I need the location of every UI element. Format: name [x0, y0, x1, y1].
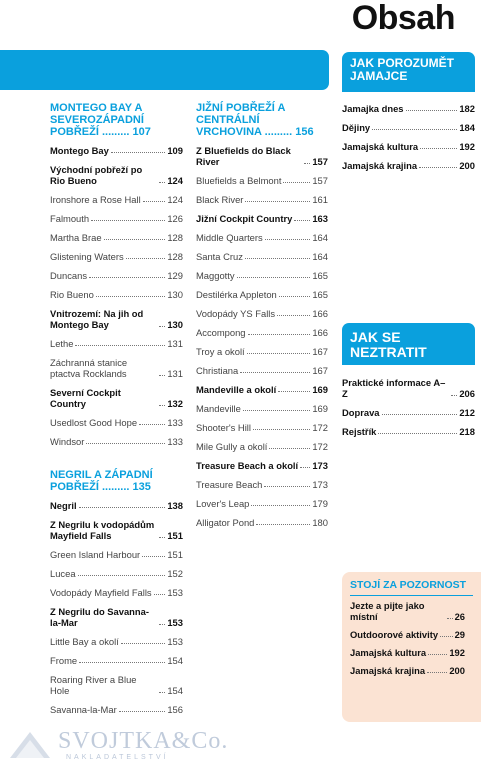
toc-leader-dots: [159, 692, 165, 693]
toc-entry-page: 167: [312, 346, 328, 357]
toc-entry: [50, 519, 183, 541]
toc-entry-page: 165: [312, 289, 328, 300]
toc-entry-page: 151: [167, 530, 183, 541]
toc-entry-page: 154: [167, 655, 183, 666]
page-title: Obsah: [351, 0, 455, 37]
toc-leader-dots: [104, 239, 166, 240]
toc-entry: [196, 384, 328, 395]
toc-leader-dots: [283, 182, 310, 183]
toc-entry-page: 133: [167, 436, 183, 447]
toc-section-page: ......... 156: [264, 126, 314, 138]
toc-entry-page: 157: [312, 175, 328, 186]
toc-entry-page: 138: [167, 500, 183, 511]
toc-leader-dots: [154, 594, 166, 595]
toc-entry-label: Rejstřík: [342, 426, 377, 437]
toc-entry-label: Treasure Beach: [196, 479, 263, 490]
toc-entry: [196, 479, 328, 490]
toc-entry: [50, 500, 183, 511]
toc-entry: [50, 568, 183, 579]
toc-entry-label: Outdoorové aktivity: [350, 629, 439, 640]
toc-entry: [50, 704, 183, 715]
toc-entry-page: 153: [167, 617, 183, 628]
toc-entry-label: Dějiny: [342, 122, 371, 133]
toc-entry-page: 126: [167, 213, 183, 224]
publisher-watermark: [8, 726, 229, 764]
publisher-logo-icon: [8, 728, 52, 762]
toc-entry-label: Shooter's Hill: [196, 422, 251, 433]
toc-leader-dots: [248, 334, 311, 335]
toc-entry-label: Jamajská kultura: [350, 647, 427, 658]
toc-entry-label: Jezte a pijte jako místní: [350, 600, 425, 622]
toc-entry-label: Martha Brae: [50, 232, 102, 243]
toc-leader-dots: [428, 654, 447, 655]
toc-leader-dots: [139, 424, 165, 425]
toc-entry: [350, 629, 465, 640]
toc-entry: [50, 164, 183, 186]
toc-entry: [50, 587, 183, 598]
toc-entry-page: 164: [312, 251, 328, 262]
toc-leader-dots: [243, 410, 311, 411]
toc-entry-label: Destilérka Appleton: [196, 289, 277, 300]
toc-leader-dots: [372, 129, 457, 130]
toc-entry: [196, 460, 328, 471]
toc-entry-page: 182: [459, 103, 475, 114]
toc-entry-label: Lover's Leap: [196, 498, 250, 509]
toc-entry-page: 166: [312, 308, 328, 319]
toc-entry: [50, 636, 183, 647]
toc-section-title: JIŽNÍ POBŘEŽÍ A CENTRÁLNÍ VRCHOVINA: [196, 102, 286, 138]
toc-entry-label: Východní pobřeží po Rio Bueno: [50, 164, 143, 186]
toc-entry-label: Jamajská kultura: [342, 141, 419, 152]
toc-entry-label: Alligator Pond: [196, 517, 255, 528]
toc-entry-page: 133: [167, 417, 183, 428]
toc-column-3b: [342, 377, 475, 445]
toc-leader-dots: [427, 672, 447, 673]
toc-entry-page: 156: [167, 704, 183, 715]
toc-entry-label: Windsor: [50, 436, 85, 447]
toc-entry-page: 131: [167, 368, 183, 379]
toc-leader-dots: [294, 220, 310, 221]
toc-column-1: [50, 102, 183, 723]
toc-leader-dots: [96, 296, 166, 297]
toc-entry-label: Vodopády YS Falls: [196, 308, 276, 319]
toc-entry-label: Mandeville a okolí: [196, 384, 277, 395]
toc-entry: [342, 160, 475, 171]
toc-entry-label: Mandeville: [196, 403, 241, 414]
toc-entry-page: 131: [167, 338, 183, 349]
toc-leader-dots: [159, 537, 165, 538]
toc-entry-page: 128: [167, 251, 183, 262]
section-gap: [50, 455, 183, 469]
toc-entry-label: Glistening Waters: [50, 251, 124, 262]
toc-entry: [196, 498, 328, 509]
highlights-divider: [350, 595, 473, 596]
toc-leader-dots: [382, 414, 458, 415]
toc-entry-page: 173: [312, 460, 328, 471]
toc-entry-page: 154: [167, 685, 183, 696]
toc-entry-page: 169: [312, 403, 328, 414]
toc-leader-dots: [79, 662, 165, 663]
toc-entry-page: 172: [312, 441, 328, 452]
toc-leader-dots: [119, 711, 166, 712]
toc-entry-label: Usedlost Good Hope: [50, 417, 138, 428]
toc-entry-label: Mile Gully a okolí: [196, 441, 268, 452]
toc-entry-page: 26: [454, 611, 465, 622]
toc-entry-label: Rio Bueno: [50, 289, 94, 300]
toc-entry: [50, 417, 183, 428]
toc-column-2: [196, 102, 328, 536]
toc-section-page: ......... 107: [101, 126, 151, 138]
toc-entry-label: Ironshore a Rose Hall: [50, 194, 141, 205]
toc-entry-label: Jamajka dnes: [342, 103, 404, 114]
toc-leader-dots: [237, 277, 311, 278]
toc-entry-label: Doprava: [342, 407, 380, 418]
toc-leader-dots: [447, 618, 453, 619]
toc-entry-page: 192: [449, 647, 465, 658]
toc-entry: [196, 194, 328, 205]
toc-entry: [50, 232, 183, 243]
toc-entry: [50, 194, 183, 205]
toc-leader-dots: [264, 486, 310, 487]
toc-entry-page: 192: [459, 141, 475, 152]
toc-entry: [50, 289, 183, 300]
toc-entry: [196, 403, 328, 414]
toc-section-title: MONTEGO BAY A SEVEROZÁPADNÍ POBŘEŽÍ: [50, 102, 144, 138]
header-banner: [0, 50, 329, 90]
toc-leader-dots: [406, 110, 458, 111]
toc-entry: [50, 251, 183, 262]
toc-entry-page: 153: [167, 636, 183, 647]
toc-leader-dots: [265, 239, 311, 240]
toc-entry: [196, 251, 328, 262]
toc-entry-page: 179: [312, 498, 328, 509]
toc-section-heading: [50, 469, 183, 493]
toc-leader-dots: [91, 220, 165, 221]
toc-entry: [196, 517, 328, 528]
toc-leader-dots: [269, 448, 310, 449]
toc-entry-label: Accompong: [196, 327, 246, 338]
toc-entry: [50, 606, 183, 628]
toc-leader-dots: [378, 433, 457, 434]
section-box-jak-se-neztratit: JAK SE NEZTRATIT: [342, 323, 475, 365]
toc-leader-dots: [143, 201, 166, 202]
toc-leader-dots: [78, 575, 166, 576]
toc-leader-dots: [159, 405, 165, 406]
toc-leader-dots: [126, 258, 166, 259]
toc-entry-page: 109: [167, 145, 183, 156]
toc-entry: [196, 422, 328, 433]
toc-entry-label: Little Bay a okolí: [50, 636, 119, 647]
toc-entry-page: 200: [449, 665, 465, 676]
toc-entry-label: Middle Quarters: [196, 232, 263, 243]
toc-entry-page: 164: [312, 232, 328, 243]
toc-entry: [50, 357, 183, 379]
toc-entry-page: 151: [167, 549, 183, 560]
toc-entry-label: Jamajská krajina: [342, 160, 418, 171]
toc-entry: [196, 308, 328, 319]
toc-entry-page: 132: [167, 398, 183, 409]
toc-entry-label: Treasure Beach a okolí: [196, 460, 299, 471]
toc-entry: [50, 338, 183, 349]
toc-section-heading: [196, 102, 328, 138]
toc-entry-label: Z Negrilu k vodopádům Mayfield Falls: [50, 519, 155, 541]
toc-entry-label: Black River: [196, 194, 244, 205]
toc-entry-page: 169: [312, 384, 328, 395]
toc-leader-dots: [245, 201, 310, 202]
toc-entry: [196, 145, 328, 167]
publisher-name: SVOJTKA&Co.: [58, 728, 229, 754]
toc-entry-page: 167: [312, 365, 328, 376]
toc-entry-label: Vnitrozemí: Na jih od Montego Bay: [50, 308, 144, 330]
toc-entry-page: 130: [167, 289, 183, 300]
toc-entry-page: 173: [312, 479, 328, 490]
toc-entry-label: Christiana: [196, 365, 239, 376]
toc-leader-dots: [300, 467, 310, 468]
toc-entry-page: 124: [167, 175, 183, 186]
toc-leader-dots: [304, 163, 310, 164]
toc-leader-dots: [121, 643, 166, 644]
toc-entry: [50, 436, 183, 447]
toc-entry-page: 184: [459, 122, 475, 133]
toc-entry-label: Maggotty: [196, 270, 235, 281]
toc-entry: [50, 655, 183, 666]
toc-leader-dots: [111, 152, 165, 153]
toc-entry-page: 166: [312, 327, 328, 338]
toc-entry-page: 29: [454, 629, 465, 640]
toc-entry-label: Bluefields a Belmont: [196, 175, 282, 186]
toc-entry-label: Green Island Harbour: [50, 549, 141, 560]
publisher-subtitle: NAKLADATELSTVÍ: [66, 754, 169, 761]
toc-entry-label: Lethe: [50, 338, 74, 349]
toc-entry: [196, 175, 328, 186]
toc-entry: [342, 407, 475, 418]
toc-entry-page: 157: [312, 156, 328, 167]
toc-entry-label: Severní Cockpit Country: [50, 387, 121, 409]
toc-column-3a: [342, 103, 475, 179]
highlights-box: [342, 572, 481, 722]
toc-entry: [50, 213, 183, 224]
toc-leader-dots: [159, 182, 165, 183]
toc-entry-page: 200: [459, 160, 475, 171]
toc-section-heading: [50, 102, 183, 138]
toc-leader-dots: [251, 505, 310, 506]
toc-entry: [50, 674, 183, 696]
toc-entry-label: Frome: [50, 655, 78, 666]
toc-entry-label: Jižní Cockpit Country: [196, 213, 293, 224]
toc-entry-page: 163: [312, 213, 328, 224]
toc-entry-label: Z Negrilu do Savanna-la-Mar: [50, 606, 149, 628]
toc-entry-page: 212: [459, 407, 475, 418]
toc-leader-dots: [440, 636, 453, 637]
toc-entry: [196, 346, 328, 357]
toc-leader-dots: [159, 326, 165, 327]
toc-entry: [50, 308, 183, 330]
toc-entry-page: 130: [167, 319, 183, 330]
toc-entry-page: 153: [167, 587, 183, 598]
toc-entry: [196, 289, 328, 300]
toc-leader-dots: [253, 429, 310, 430]
toc-entry: [196, 270, 328, 281]
toc-leader-dots: [142, 556, 165, 557]
toc-entry-page: 124: [167, 194, 183, 205]
toc-entry-label: Montego Bay: [50, 145, 109, 156]
toc-leader-dots: [247, 353, 311, 354]
toc-leader-dots: [256, 524, 310, 525]
toc-entry-page: 206: [459, 388, 475, 399]
toc-leader-dots: [79, 507, 166, 508]
toc-leader-dots: [245, 258, 310, 259]
toc-leader-dots: [451, 395, 457, 396]
toc-leader-dots: [159, 624, 165, 625]
toc-entry-label: Roaring River a Blue Hole: [50, 674, 137, 696]
toc-leader-dots: [420, 148, 457, 149]
toc-entry-label: Santa Cruz: [196, 251, 243, 262]
toc-entry: [342, 377, 475, 399]
toc-entry: [196, 232, 328, 243]
toc-entry-page: 172: [312, 422, 328, 433]
toc-entry: [196, 327, 328, 338]
toc-leader-dots: [86, 443, 165, 444]
toc-entry-page: 161: [312, 194, 328, 205]
toc-entry: [50, 387, 183, 409]
toc-entry-label: Z Bluefields do Black River: [196, 145, 291, 167]
toc-entry: [50, 549, 183, 560]
toc-entry-label: Lucea: [50, 568, 76, 579]
toc-entry-label: Duncans: [50, 270, 88, 281]
toc-entry-label: Praktické informace A–Z: [342, 377, 446, 399]
toc-leader-dots: [75, 345, 165, 346]
section-box-jak-porozumet: JAK POROZUMĚT JAMAJCE: [342, 52, 475, 92]
toc-entry-page: 180: [312, 517, 328, 528]
toc-entry-label: Jamajská krajina: [350, 665, 426, 676]
toc-entry-page: 128: [167, 232, 183, 243]
toc-entry-label: Vodopády Mayfield Falls: [50, 587, 152, 598]
highlights-header: STOJÍ ZA POZORNOST: [350, 579, 467, 591]
toc-entry-label: Negril: [50, 500, 77, 511]
toc-leader-dots: [89, 277, 165, 278]
toc-entry: [342, 141, 475, 152]
toc-entry: [196, 213, 328, 224]
toc-section-page: ......... 135: [101, 481, 151, 493]
toc-entry: [350, 665, 465, 676]
toc-entry: [342, 122, 475, 133]
toc-leader-dots: [279, 296, 311, 297]
toc-entry-label: Záchranná stanice ptactva Rocklands: [50, 357, 128, 379]
toc-leader-dots: [277, 315, 310, 316]
toc-entry: [350, 600, 465, 622]
toc-entry-label: Savanna-la-Mar: [50, 704, 117, 715]
toc-leader-dots: [419, 167, 457, 168]
toc-entry: [50, 270, 183, 281]
toc-entry-label: Falmouth: [50, 213, 90, 224]
toc-entry-page: 218: [459, 426, 475, 437]
toc-entry: [196, 441, 328, 452]
toc-entry: [342, 426, 475, 437]
toc-leader-dots: [240, 372, 310, 373]
toc-entry-page: 165: [312, 270, 328, 281]
toc-leader-dots: [159, 375, 165, 376]
highlights-list: [342, 600, 473, 676]
toc-entry-page: 152: [167, 568, 183, 579]
toc-entry-page: 129: [167, 270, 183, 281]
toc-leader-dots: [278, 391, 310, 392]
toc-section-title: NEGRIL A ZÁPADNÍ POBŘEŽÍ: [50, 469, 153, 493]
toc-entry: [350, 647, 465, 658]
toc-entry: [342, 103, 475, 114]
toc-entry-label: Troy a okolí: [196, 346, 245, 357]
toc-entry: [50, 145, 183, 156]
toc-entry: [196, 365, 328, 376]
